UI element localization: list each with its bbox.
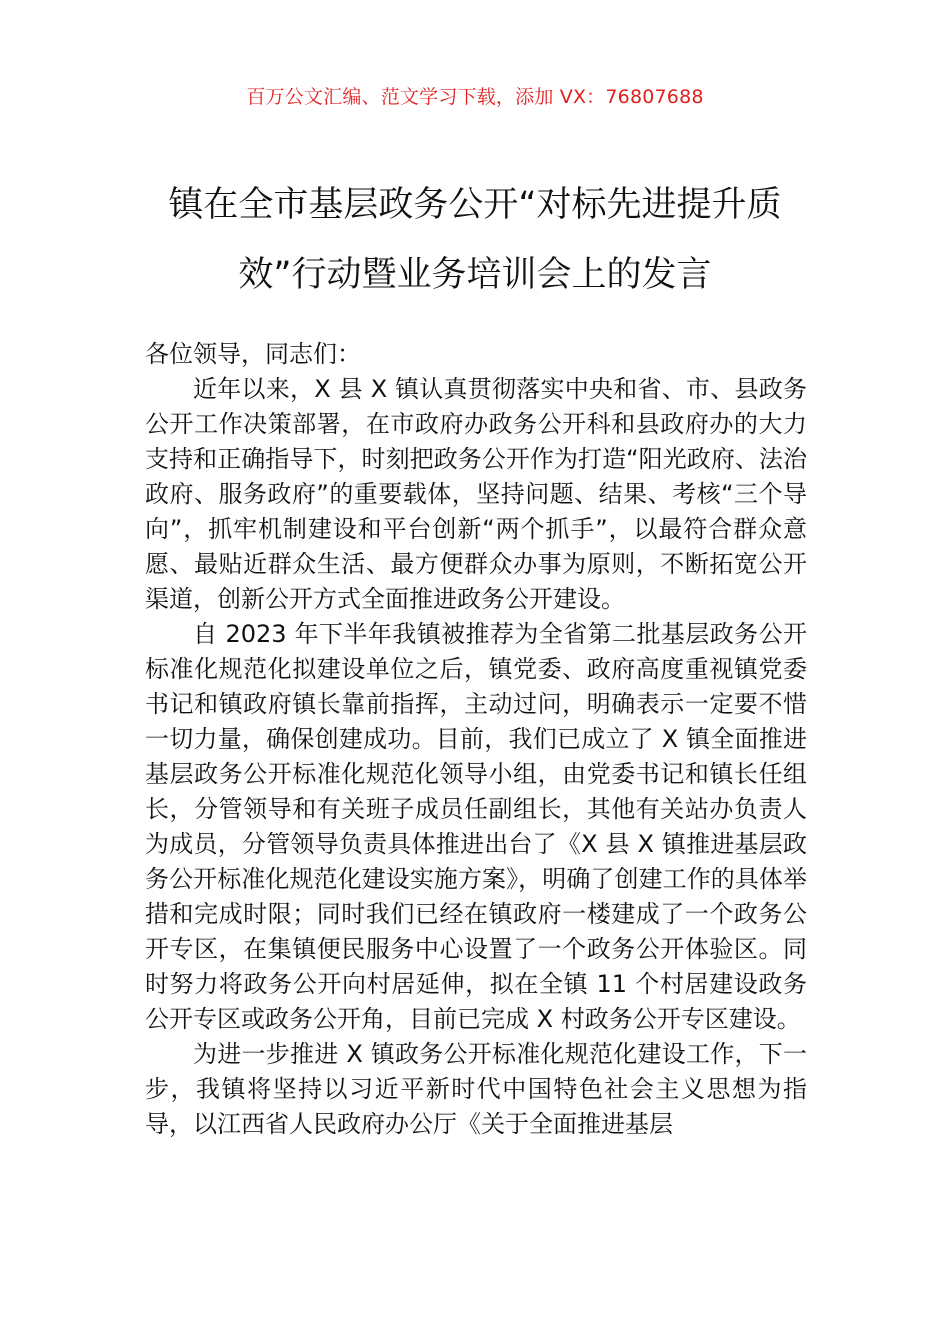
paragraph-1: 近年以来，X 县 X 镇认真贯彻落实中央和省、市、县政务公开工作决策部署，在市政府办政务公开科和县政府办的大力支持和正确指导下，时刻把政务公开作为打造“阳光政府、法治政府、服务政府”的重要载体，坚持问题、结果、考核“三个导向”，抓牢机制建设和平台创新“两个抓手”，以最符合群众意愿、最贴近群众生活、最方便群众办事为原则，不断拓宽公开渠道，创新公开方式全面推进政务公开建设。 — [145, 375, 807, 613]
paragraph-3: 为进一步推进 X 镇政务公开标准化规范化建设工作，下一步，我镇将坚持以习近平新时代中国特色社会主义思想为指导，以江西省人民政府办公厅《关于全面推进基层 — [145, 1040, 807, 1138]
document-title — [120, 170, 830, 310]
salutation: 各位领导，同志们： — [145, 340, 361, 368]
paragraph-2: 自 2023 年下半年我镇被推荐为全省第二批基层政务公开标准化规范化拟建设单位之后，镇党委、政府高度重视镇党委书记和镇政府镇长靠前指挥，主动过问，明确表示一定要不惜一切力量，确保创建成功。目前，我们已成立了 X 镇全面推进基层政务公开标准化规范化领导小组，由党委书记和镇长任组长，分管领导和有关班子成员任副组长，其他有关站办负责人为成员，分管领导负责具体推进出台了《X 县 X 镇推进基层政务公开标准化规范化建设实施方案》，明确了创建工作的具体举措和完成时限；同时我们已经在镇政府一楼建成了一个政务公开专区，在集镇便民服务中心设置了一个政务公开体验区。同时努力将政务公开向村居延伸，拟在全镇 11 个村居建设政务公开专区或政务公开角，目前已完成 X 村政务公开专区建设。 — [145, 620, 807, 1033]
header-note: 百万公文汇编、范文学习下载，添加 VX：76807688 — [246, 86, 704, 108]
title-line-2: 效”行动暨业务培训会上的发言 — [238, 255, 712, 295]
title-line-1: 镇在全市基层政务公开“对标先进提升质 — [168, 185, 782, 225]
document-body — [145, 337, 807, 1142]
